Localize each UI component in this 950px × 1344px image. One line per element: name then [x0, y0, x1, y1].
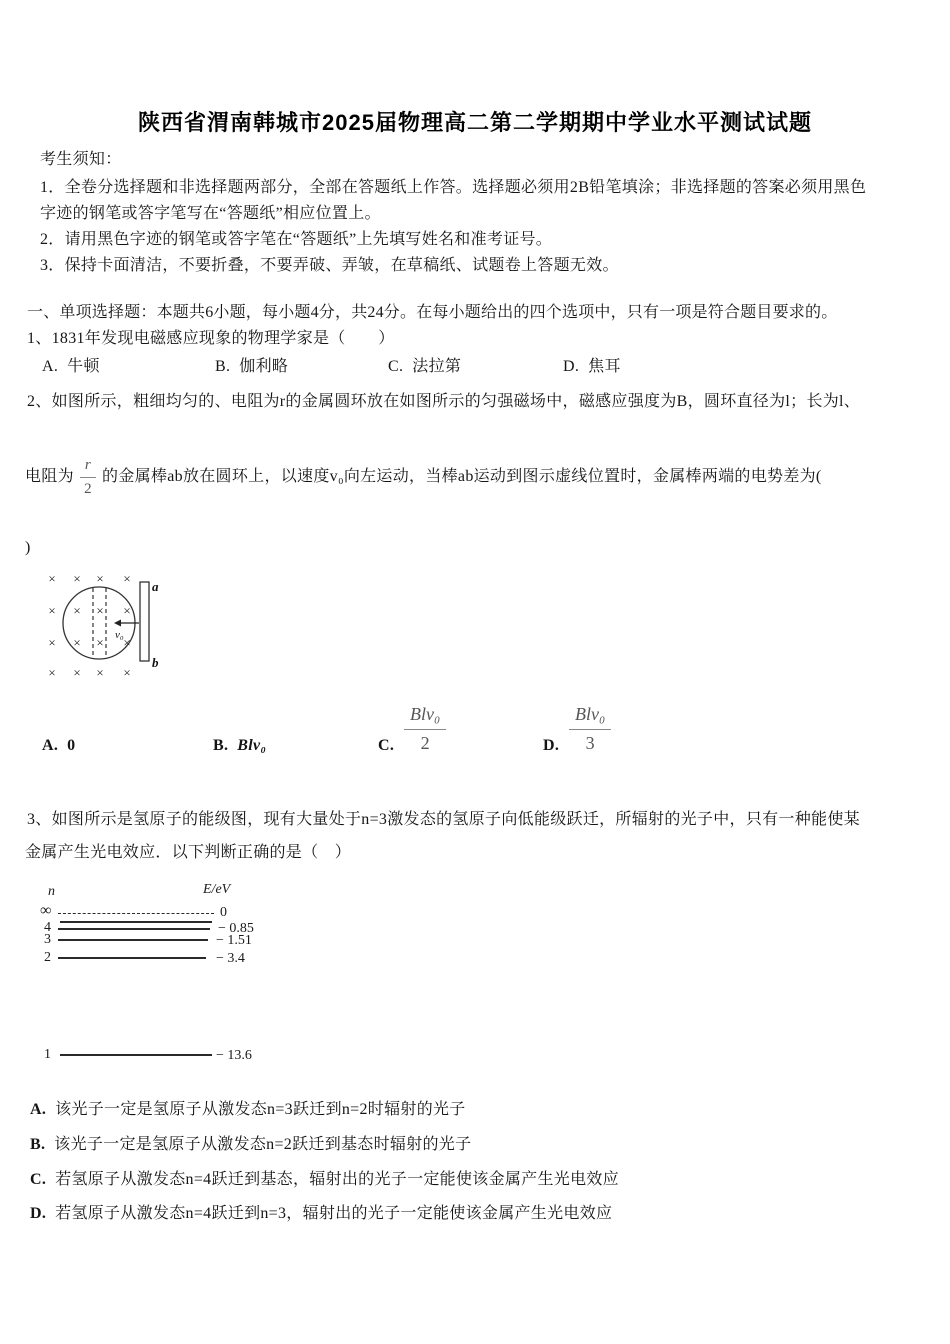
q1-option-a: [42, 357, 100, 377]
level-4-line: [58, 928, 210, 930]
q2-option-b: [213, 736, 266, 756]
level-1-label: 1: [44, 1047, 51, 1062]
velocity-arrowhead-icon: [114, 620, 121, 627]
option-label: A.: [42, 358, 59, 375]
field-cross-icon: ×: [96, 603, 104, 618]
page-title: 陕西省渭南韩城市2025届物理高二第二学期期中学业水平测试试题: [138, 110, 812, 135]
option-text: 若氢原子从激发态n=4跃迁到基态，辐射出的光子一定能使该金属产生光电效应: [55, 1171, 619, 1188]
notice-line-1: 1．全卷分选择题和非选择题两部分，全部在答题纸上作答。选择题必须用2B铅笔填涂；非选择题的答案必须用黑色: [40, 179, 867, 196]
question-1-text: 1、1831年发现电磁感应现象的物理学家是（ ）: [27, 330, 395, 347]
fraction-denominator: 2: [420, 733, 430, 753]
field-cross-icon: ×: [123, 665, 131, 680]
fraction-numerator: Blv₀: [404, 703, 446, 730]
option-text: 牛顿: [67, 358, 100, 375]
notice-line-2: 2．请用黑色字迹的钢笔或答字笔在“答题纸”上先填写姓名和准考证号。: [40, 231, 553, 248]
q1-option-d: [563, 357, 621, 377]
q3-option-b: [30, 1135, 471, 1155]
level-infinity-label: ∞: [40, 902, 52, 919]
fraction-denominator: 3: [585, 733, 595, 753]
field-cross-icon: ×: [123, 635, 131, 650]
fraction-r-over-2: [80, 455, 96, 499]
fraction-numerator: Blv₀: [569, 703, 611, 730]
option-text: Blv₀: [237, 737, 267, 754]
option-label: A.: [30, 1101, 47, 1118]
option-label: B.: [213, 737, 229, 754]
level-2-line: [58, 957, 206, 959]
q3-option-a: [30, 1100, 466, 1120]
field-cross-icon: ×: [123, 603, 131, 618]
option-text: 0: [67, 737, 76, 754]
option-label: D.: [543, 737, 560, 754]
velocity-label: v₀: [115, 629, 124, 641]
option-label: D.: [563, 358, 580, 375]
q2-option-c-fraction: [404, 703, 446, 754]
notice-line-1b: 字迹的钢笔或答字笔写在“答题纸”相应位置上。: [40, 205, 381, 222]
level-infinity-line: [58, 913, 214, 914]
level-3-energy: − 1.51: [216, 933, 252, 948]
level-1-energy: − 13.6: [216, 1048, 252, 1063]
field-cross-icon: ×: [48, 603, 56, 618]
level-2-label: 2: [44, 950, 51, 965]
option-label: A.: [42, 737, 59, 754]
option-text: 该光子一定是氢原子从激发态n=3跃迁到n=2时辐射的光子: [55, 1101, 466, 1118]
option-text: 法拉第: [412, 358, 462, 375]
notice-header: 考生须知：: [40, 151, 122, 168]
q2-option-a: [42, 736, 75, 756]
level-5-line: [60, 921, 212, 923]
field-cross-icon: ×: [96, 635, 104, 650]
field-cross-icon: ×: [123, 571, 131, 586]
option-text: 焦耳: [588, 358, 621, 375]
option-label: B.: [215, 358, 231, 375]
field-cross-grid: [48, 571, 130, 680]
field-cross-icon: ×: [96, 571, 104, 586]
n-axis-label: n: [48, 884, 55, 899]
field-cross-icon: ×: [48, 665, 56, 680]
section-1-header: 一、单项选择题：本题共6小题，每小题4分，共24分。在每小题给出的四个选项中，只有一项是符合题目要求的。: [27, 304, 838, 321]
option-label: B.: [30, 1136, 46, 1153]
q2-line2-prefix: 电阻为: [25, 468, 74, 485]
q2-option-d-label: [543, 736, 568, 756]
level-3-line: [58, 939, 208, 941]
field-cross-icon: ×: [73, 665, 81, 680]
field-cross-icon: ×: [48, 571, 56, 586]
option-label: C.: [30, 1171, 47, 1188]
field-cross-icon: ×: [73, 603, 81, 618]
magnetic-field-figure: [30, 560, 170, 692]
option-label: C.: [388, 358, 404, 375]
notice-line-3: 3．保持卡面清洁，不要折叠，不要弄破、弄皱，在草稿纸、试题卷上答题无效。: [40, 257, 619, 274]
level-4-label: 4: [44, 920, 51, 935]
question-3-line2: 金属产生光电效应．以下判断正确的是（ ）: [25, 844, 352, 861]
field-cross-icon: ×: [73, 635, 81, 650]
question-2-line2: [25, 452, 822, 502]
q1-option-c: [388, 357, 461, 377]
option-text: 该光子一定是氢原子从激发态n=2跃迁到基态时辐射的光子: [54, 1136, 472, 1153]
q2-line2-suffix: 的金属棒ab放在圆环上，以速度v₀向左运动，当棒ab运动到图示虚线位置时，金属棒两端的电势差为(: [102, 468, 822, 485]
level-1-line: [60, 1054, 212, 1056]
q3-option-c: [30, 1170, 619, 1190]
rod-ab: [140, 582, 149, 661]
option-label: C.: [378, 737, 395, 754]
question-2-line3: ): [25, 539, 31, 556]
level-2-energy: − 3.4: [216, 951, 245, 966]
q2-option-d-fraction: [569, 703, 611, 754]
rod-top-label: a: [152, 579, 159, 594]
q2-option-c-label: [378, 736, 403, 756]
energy-axis-label: E/eV: [203, 882, 231, 897]
energy-level-diagram: [40, 884, 300, 1069]
rod-bottom-label: b: [152, 655, 159, 670]
level-3-label: 3: [44, 932, 51, 947]
level-infinity-energy: 0: [220, 905, 227, 920]
fraction-numerator: r: [80, 455, 96, 478]
q3-option-d: [30, 1204, 612, 1224]
question-2-line1: 2、如图所示，粗细均匀的、电阻为r的金属圆环放在如图所示的匀强磁场中，磁感应强度为B，圆环直径为l；长为l、: [27, 393, 861, 410]
option-label: D.: [30, 1205, 47, 1222]
option-text: 若氢原子从激发态n=4跃迁到n=3，辐射出的光子一定能使该金属产生光电效应: [55, 1205, 613, 1222]
field-cross-icon: ×: [48, 635, 56, 650]
q1-option-b: [215, 357, 288, 377]
question-3-line1: 3、如图所示是氢原子的能级图，现有大量处于n=3激发态的氢原子向低能级跃迁，所辐射的光子中，只有一种能使某: [27, 811, 860, 828]
level-4-energy: − 0.85: [218, 921, 254, 936]
field-cross-icon: ×: [96, 665, 104, 680]
fraction-denominator: 2: [84, 481, 92, 497]
field-cross-icon: ×: [73, 571, 81, 586]
option-text: 伽利略: [239, 358, 289, 375]
